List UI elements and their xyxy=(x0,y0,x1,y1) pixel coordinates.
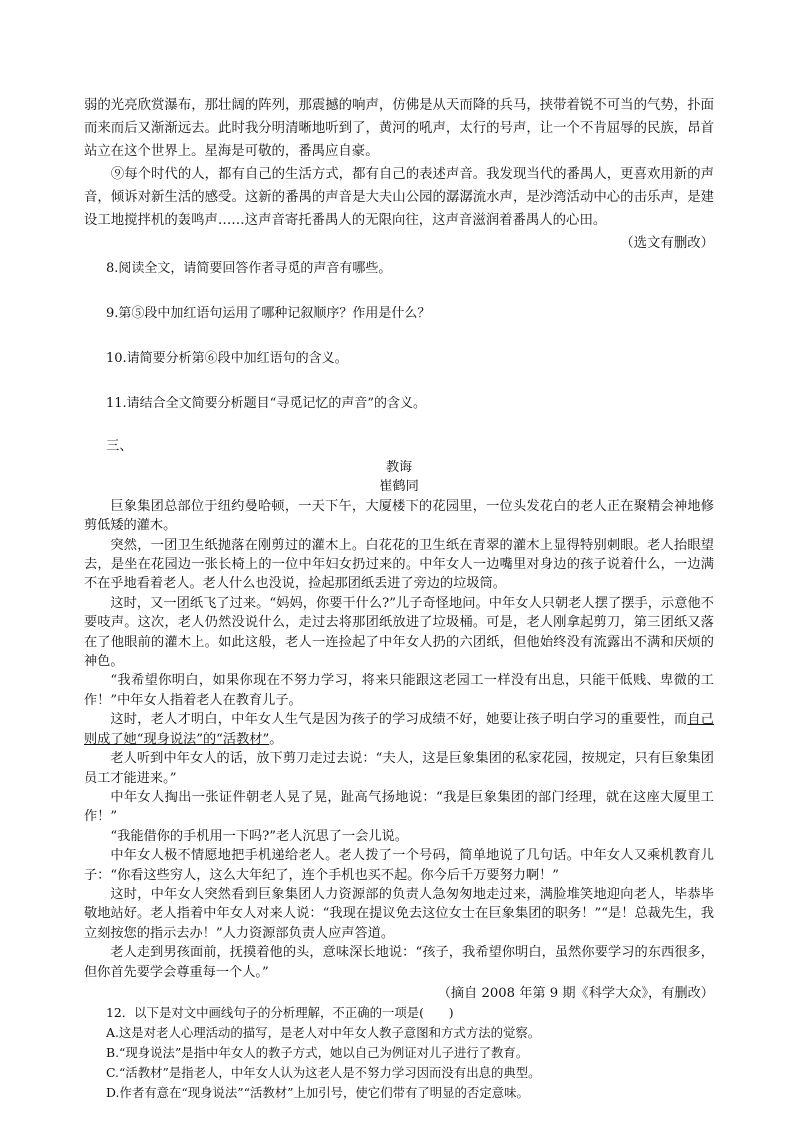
story-paragraph: 中年女人掏出一张证件朝老人晃了晃，趾高气扬地说：“我是巨象集团的部门经理，就在这座大厦里工作！” xyxy=(84,789,714,825)
question-10: 10.请简要分析第⑥段中加红语句的含义。 xyxy=(106,351,348,366)
question-12 xyxy=(84,1003,714,1102)
story-text: 。 xyxy=(269,731,283,747)
section-label: 三、 xyxy=(106,439,133,454)
option-c: C.“活教材”是指老人，中年女人认为这老人是不努力学习因而没有出息的典型。 xyxy=(106,1064,541,1080)
question-8: 8.阅读全文，请简要回答作者寻觅的声音有哪些。 xyxy=(106,261,392,276)
story-paragraph: 突然，一团卫生纸抛落在刚剪过的灌木上。白花花的卫生纸在青翠的灌木上显得特别刺眼。老人抬眼望去，是坐在花园边一张长椅上的一位中年妇女扔过来的。中年女人一边嘴里对身边的孩子说着什么，一边满不在乎地看着老人。老人什么也没说，捡起那团纸丢进了旁边的垃圾筒。 xyxy=(84,537,714,592)
story-paragraph: “我能借你的手机用一下吗?”老人沉思了一会儿说。 xyxy=(110,828,408,844)
story-paragraph: 中年女人极不情愿地把手机递给老人。老人拨了一个号码，简单地说了几句话。中年女人又乘机教育儿子：“你看这些穷人，这么大年纪了，连个手机也买不起。你今后千万要努力啊！” xyxy=(84,848,714,883)
story-paragraph: 老人听到中年女人的话，放下剪刀走过去说：“夫人，这是巨象集团的私家花园，按规定，只有巨象集团员工才能进来。” xyxy=(84,751,714,786)
question-12-stem: 12．以下是对文中画线句子的分析理解，不正确的一项是( ) xyxy=(106,1005,454,1021)
story xyxy=(84,458,714,1003)
story-title: 教诲 xyxy=(385,460,413,475)
option-b: B.“现身说法”是指中年女人的教子方式，她以自己为例证对儿子进行了教育。 xyxy=(106,1044,529,1060)
story-paragraph: 这时，又一团纸飞了过来。“妈妈，你要干什么?”儿子奇怪地问。中年女人只朝老人摆了摆手，示意他不要吱声。这次，老人仍然没说什么，走过去将那团纸放进了垃圾桶。可是，老人刚拿起剪刀，第三团纸又落在了他眼前的灌木上。如此这般，老人一连捡起了中年女人扔的六团纸，但他始终没有流露出不满和厌烦的神色。 xyxy=(84,595,714,670)
story-paragraph: 巨象集团总部位于纽约曼哈顿，一天下午，大厦楼下的花园里，一位头发花白的老人正在聚精会神地修剪低矮的灌木。 xyxy=(84,498,714,534)
page-content xyxy=(84,94,714,1102)
paragraph-9: ⑨每个时代的人，都有自己的生活方式，都有自己的表述声音。我发现当代的番禺人，更喜欢用新的声音，倾诉对新生活的感受。这新的番禺的声音是大夫山公园的潺潺流水声，是沙湾活动中心的击乐声，是建设工地搅拌机的轰鸣声……这声音寄托番禺人的无限向往，这声音滋润着番禺人的心田。 xyxy=(84,167,714,228)
story-paragraph: 老人走到男孩面前，抚摸着他的头，意味深长地说：“孩子，我希望你明白，虽然你要学习的东西很多，但你首先要学会尊重每一个人。” xyxy=(84,945,714,980)
story-paragraph-underlined xyxy=(84,710,714,749)
story-author: 崔鹤同 xyxy=(379,479,419,495)
underlined-sentence: 自己则成了她“现身说法”的“活教材” xyxy=(84,712,714,747)
story-source: （摘自 2008 年第 9 期《科学大众》，有删改） xyxy=(437,985,714,1001)
option-d: D.作者有意在“现身说法”“活教材”上加引号，使它们带有了明显的否定意味。 xyxy=(106,1084,529,1100)
option-a: A.这是对老人心理活动的描写，是老人对中年女人教子意图和方式方法的觉察。 xyxy=(106,1025,541,1041)
question-9: 9.第⑤段中加红语句运用了哪种记叙顺序？作用是什么？ xyxy=(106,306,431,321)
question-11: 11.请结合全文简要分析题目“寻觅记忆的声音”的含义。 xyxy=(106,396,426,411)
source-note: （选文有删改） xyxy=(620,236,714,251)
paragraph-8-continued: 弱的光亮欣赏瀑布，那壮阔的阵列，那震撼的响声，仿佛是从天而降的兵马，挟带着锐不可当的气势，扑面而来而后又渐渐远去。此时我分明清晰地听到了，黄河的吼声，太行的号声，让一个不肯屈辱的民族，昂首站立在这个世界上。星海是可敬的，番禺应自豪。 xyxy=(84,98,714,159)
story-paragraph: “我希望你明白，如果你现在不努力学习，将来只能跟这老园工一样没有出息，只能干低贱、卑微的工作！”中年女人指着老人在教育儿子。 xyxy=(84,673,714,708)
story-text: 这时，老人才明白，中年女人生气是因为孩子的学习成绩不好，她要让孩子明白学习的重要性，而 xyxy=(110,712,688,728)
story-paragraph: 这时，中年女人突然看到巨象集团人力资源部的负责人急匆匆地走过来，满脸堆笑地迎向老人，毕恭毕敬地站好。老人指着中年女人对来人说：“我现在提议免去这位女士在巨象集团的职务！”“是！总裁先生，我立刻按您的指示去办！”人力资源部负责人应声答道。 xyxy=(84,886,714,941)
